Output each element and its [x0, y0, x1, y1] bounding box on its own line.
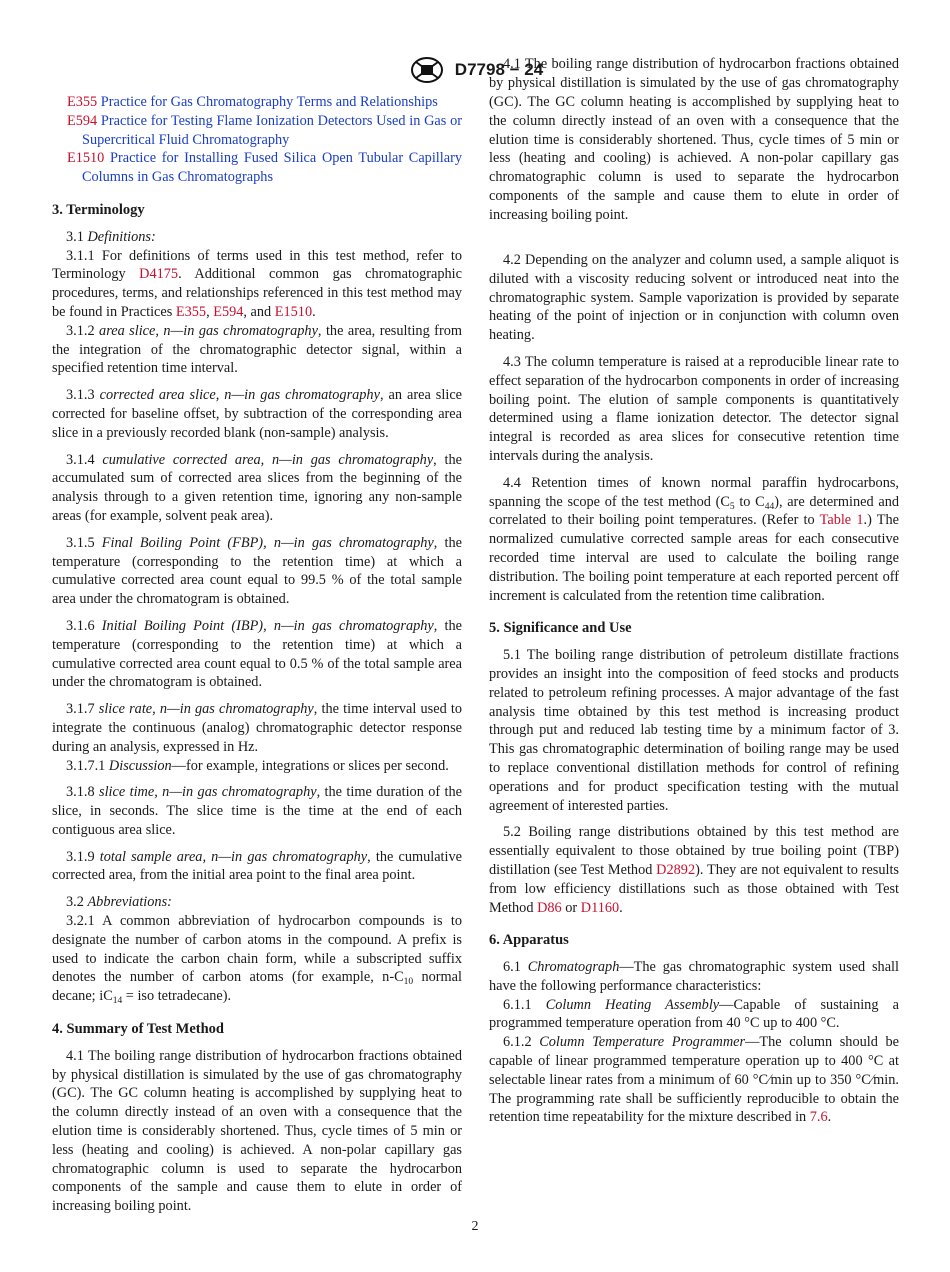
reference-link[interactable]: E355 [175, 303, 207, 320]
reference-title[interactable]: Practice for Testing Flame Ionization Detectors Used in Gas or Supercritical Fluid Chromatography [82, 112, 462, 148]
paragraph: 3.1.3 corrected area slice, n—in gas chromatography, an area slice corrected for baseline offset, by subtraction of the corresponding area slice in a previously recorded blank (non-sample) analysis. [52, 387, 463, 441]
paragraph: 3.1.5 Final Boiling Point (FBP), n—in gas chromatography, the temperature (corresponding to the retention time) at which a cumulative corrected area count equal to 99.5 % of the total sample area under the chromatogram is obtained. [52, 534, 462, 608]
reference-code[interactable]: E594 [67, 112, 98, 129]
paragraph-continuation: 4.1 The boiling range distribution of hydrocarbon fractions obtained by physical distillation is simulated by the use of gas chromatography (GC). The GC column heating is accomplished by supplying heat to the column directly instead of an oven with a consequence that the elution time is considerably shortened. Thus, cycle times of 5 min or less (heating and cooling) is achieved. A non-polar capillary gas chromatographic column is used to separate the hydrocarbon components of the sample and cause them to elute in order of increasing boiling point. [489, 56, 899, 223]
paragraph: 6.1.1 Column Heating Assembly—Capable of sustaining a programmed temperature operation from 40 °C up to 400 °C. [489, 996, 899, 1032]
paragraph: 3.1.9 total sample area, n—in gas chromatography, the cumulative corrected area, from the initial area point to the final area point. [52, 848, 462, 884]
reference-link[interactable]: E1510 [274, 303, 313, 320]
reference-code[interactable]: E1510 [67, 150, 105, 167]
paragraph: 6.1 Chromatograph—The gas chromatographic system used shall have the following performance characteristics: [489, 959, 899, 994]
paragraph: 4.3 The column temperature is raised at a reproducible linear rate to effect separation of the hydrocarbon components in order of increasing boiling point. The elution of sample components is quantitatively determined using a flame ionization detector. The detector signal integral is recorded as area slices for consecutive retention time intervals during the analysis. [489, 353, 899, 464]
paragraph: 4.4 Retention times of known normal paraffin hydrocarbons, spanning the scope of the test method ($C_5$ to $C_{44}$), are determined and correlated to their boiling point temperatures. (Refer to Table 1.) The normalized cumulative corrected sample areas for each consecutive recorded time interval are used to calculate the boiling range distribution. The boiling point temperature at each reported percent off increment is calculated from the retention time calibration. [489, 474, 899, 604]
reference-item [52, 112, 462, 150]
reference-link[interactable]: D1160 [580, 899, 620, 916]
paragraph: 3.1.2 area slice, n—in gas chromatography, the area, resulting from the integration of the chromatographic detector signal, within a specified retention time interval. [52, 322, 462, 377]
left-column [52, 93, 463, 1215]
paragraph: 4.2 Depending on the analyzer and column used, a sample aliquot is diluted with a viscosity reducing solvent or introduced neat into the chromatographic system. Sample vaporization is provided by separate heating of the point of injection or in conjunction with column oven heating. [489, 252, 899, 344]
astm-logo-icon [407, 56, 447, 84]
section-link[interactable]: 7.6 [809, 1109, 828, 1126]
reference-link[interactable]: D4175 [139, 266, 179, 283]
paragraph: 3.2.1 A common abbreviation of hydrocarbon compounds is to designate the number of carbon atoms in the compound. A prefix is used to indicate the carbon chain form, while a subscripted suffix denotes the number of carbon atoms (for example, $n-C_{10}$ normal decane; $iC_{14}$ = iso tetradecane). [52, 913, 462, 1007]
reference-link[interactable]: E594 [213, 303, 244, 320]
paragraph: 4.1 The boiling range distribution of hydrocarbon fractions obtained by physical distillation is simulated by the use of gas chromatography (GC). The GC column heating is accomplished by supplying heat to the column directly instead of an oven with a consequence that the elution time is considerably shortened. Thus, cycle times of 5 min or less (heating and cooling) is achieved. A non-polar capillary gas chromatographic column is used to separate the hydrocarbon components of the sample and cause them to elute in order of increasing boiling point. [52, 1047, 462, 1215]
paragraph: 6.1.2 Column Temperature Programmer—The column should be capable of linear programmed temperature operation up to 400 °C at selectable linear rates from a minimum of 60 °C⁄min up to 350 °C⁄min. The programming rate shall be sufficiently reproducible to obtain the retention time repeatability for the mixture described in 7.6. [489, 1034, 899, 1126]
reference-title[interactable]: Practice for Installing Fused Silica Open Tubular Capillary Columns in Gas Chromatographs [82, 150, 462, 186]
reference-link[interactable]: D86 [537, 899, 562, 916]
paragraph: 5.2 Boiling range distributions obtained by this test method are essentially equivalent to those obtained by true boiling point (TBP) distillation (see Test Method D2892). They are not equivalent to results from low efficiency distillations such as those obtained with Test Method D86 or D1160. [489, 824, 899, 916]
section-heading: 5. Significance and Use [489, 620, 632, 637]
reference-link[interactable]: D2892 [656, 861, 696, 878]
paragraph: 3.1 Definitions: [66, 228, 156, 245]
page-number: 2 [471, 1219, 479, 1234]
paragraph: 3.1.1 For definitions of terms used in this test method, refer to Terminology D4175. Additional common gas chromatographic procedures, terms, and relationships referenced in this test method may be found in Practices E355, E594, and E1510. [52, 247, 462, 320]
section-heading: 4. Summary of Test Method [52, 1021, 224, 1038]
paragraph: 3.1.6 Initial Boiling Point (IBP), n—in gas chromatography, the temperature (corresponding to the retention time) at which a cumulative corrected area count equal to 0.5 % of the total sample area under the chromatogram is obtained. [52, 617, 462, 691]
paragraph: 3.1.7.1 Discussion—for example, integrations or slices per second. [66, 757, 449, 774]
section-heading: 3. Terminology [52, 201, 145, 218]
reference-code[interactable]: E355 [67, 94, 98, 110]
paragraph: 3.1.7 slice rate, n—in gas chromatography, the time interval used to integrate the continuous (analog) chromatographic detector response during an analysis, expressed in Hz. [52, 701, 462, 755]
reference-item [52, 149, 462, 187]
paragraph: 3.1.4 cumulative corrected area, n—in gas chromatography, the accumulated sum of corrected area slices from the beginning of the analysis through to a given retention time, ignoring any non-sample areas (for example, solvent peak area). [52, 451, 462, 524]
reference-item [52, 93, 462, 112]
paragraph: 3.1.8 slice time, n—in gas chromatography, the time duration of the slice, in seconds. The slice time is the time at the end of each contiguous area slice. [52, 784, 463, 838]
document-id: D7798 − 24 [454, 60, 544, 79]
section-heading: 6. Apparatus [489, 932, 569, 949]
paragraph: 3.2 Abbreviations: [66, 894, 172, 911]
table-link[interactable]: Table 1 [819, 512, 864, 529]
paragraph: 5.1 The boiling range distribution of petroleum distillate fractions provides an insight into the composition of feed stocks and products related to petroleum refining processes. A major advantage of the fast analysis time obtained by this test method is increasing product through put and reduced lab testing time by a minimum factor of 3. This gas chromatographic determination of boiling range may be used to replace conventional distillation methods for control of refining operations and for product specification testing with the mutual agreement of interested parties. [489, 647, 899, 814]
reference-title[interactable]: Practice for Gas Chromatography Terms and Relationships [100, 94, 438, 110]
